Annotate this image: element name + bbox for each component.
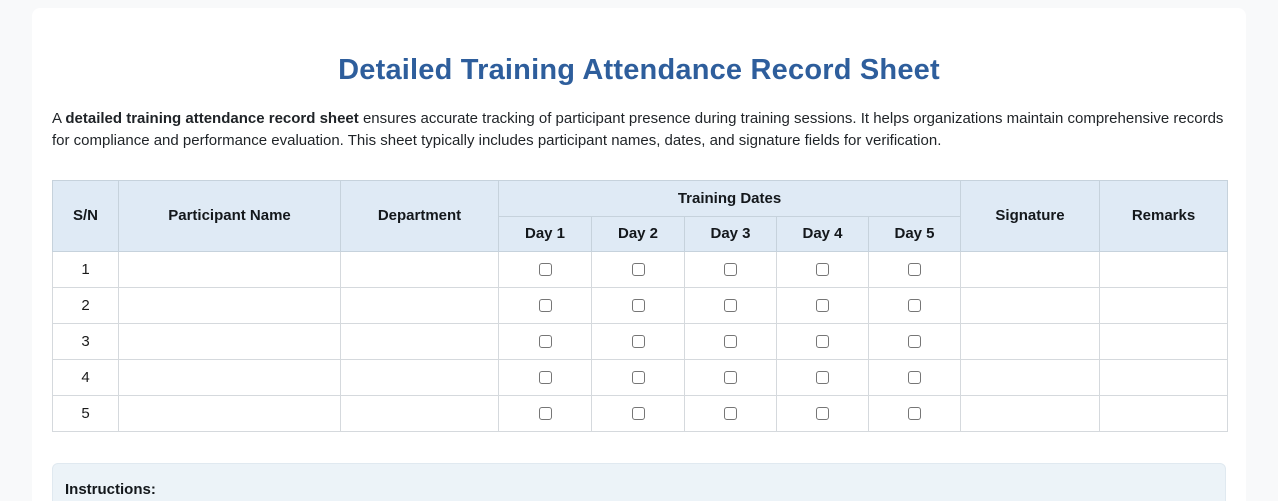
remarks-cell [1100,251,1228,287]
sn-cell: 4 [53,359,119,395]
signature-cell [961,287,1100,323]
day-cell [685,287,777,323]
day-cell [685,359,777,395]
sn-cell: 3 [53,323,119,359]
header-participant-name: Participant Name [119,180,341,251]
attendance-checkbox-r4-day4[interactable] [816,371,829,384]
intro-paragraph [52,108,1226,152]
instructions-heading: Instructions: [65,480,156,498]
page-title: Detailed Training Attendance Record Sheet [338,54,940,86]
attendance-checkbox-r4-day3[interactable] [724,371,737,384]
department-cell [341,287,499,323]
day-cell [592,251,685,287]
attendance-checkbox-r1-day4[interactable] [816,263,829,276]
day-cell [869,323,961,359]
attendance-checkbox-r5-day4[interactable] [816,407,829,420]
day-cell [499,287,592,323]
day-cell [592,323,685,359]
attendance-checkbox-r2-day3[interactable] [724,299,737,312]
participant-name-cell [119,359,341,395]
day-cell [685,251,777,287]
day-cell [592,359,685,395]
day-cell [869,251,961,287]
participant-name-cell [119,287,341,323]
remarks-cell [1100,287,1228,323]
department-cell [341,323,499,359]
department-cell [341,359,499,395]
day-cell [777,323,869,359]
instructions-panel [52,463,1226,501]
day-cell [777,395,869,431]
day-cell [592,395,685,431]
sn-cell: 2 [53,287,119,323]
day-cell [499,323,592,359]
table-row [53,359,1228,395]
header-department: Department [341,180,499,251]
department-cell [341,395,499,431]
day-cell [499,359,592,395]
signature-cell [961,251,1100,287]
day-cell [685,395,777,431]
header-day-1: Day 1 [499,216,592,251]
attendance-checkbox-r3-day5[interactable] [908,335,921,348]
table-row [53,287,1228,323]
header-day-2: Day 2 [592,216,685,251]
sn-cell: 5 [53,395,119,431]
day-cell [777,251,869,287]
attendance-table [52,180,1228,432]
attendance-checkbox-r2-day2[interactable] [632,299,645,312]
header-day-4: Day 4 [777,216,869,251]
day-cell [499,395,592,431]
day-cell [777,359,869,395]
day-cell [592,287,685,323]
attendance-checkbox-r3-day2[interactable] [632,335,645,348]
attendance-checkbox-r5-day5[interactable] [908,407,921,420]
attendance-checkbox-r1-day3[interactable] [724,263,737,276]
attendance-checkbox-r5-day3[interactable] [724,407,737,420]
day-cell [869,395,961,431]
day-cell [869,287,961,323]
attendance-checkbox-r3-day4[interactable] [816,335,829,348]
header-day-5: Day 5 [869,216,961,251]
signature-cell [961,395,1100,431]
header-day-3: Day 3 [685,216,777,251]
day-cell [685,323,777,359]
remarks-cell [1100,323,1228,359]
attendance-checkbox-r4-day1[interactable] [539,371,552,384]
department-cell [341,251,499,287]
attendance-checkbox-r5-day1[interactable] [539,407,552,420]
day-cell [499,251,592,287]
table-row [53,395,1228,431]
attendance-checkbox-r5-day2[interactable] [632,407,645,420]
intro-prefix: A [52,110,66,128]
day-cell [777,287,869,323]
signature-cell [961,323,1100,359]
signature-cell [961,359,1100,395]
attendance-checkbox-r3-day3[interactable] [724,335,737,348]
header-remarks: Remarks [1100,180,1228,251]
attendance-checkbox-r1-day2[interactable] [632,263,645,276]
attendance-checkbox-r2-day1[interactable] [539,299,552,312]
intro-rest: ensures accurate tracking of participant presence during training sessions. It helps organizations maintain comprehensive records for compliance and performance evaluation. This sheet typically includes participant names, dates, and signature fields for verification. [52,110,1224,150]
table-row [53,323,1228,359]
attendance-checkbox-r4-day2[interactable] [632,371,645,384]
header-sn: S/N [53,180,119,251]
attendance-checkbox-r2-day5[interactable] [908,299,921,312]
attendance-checkbox-r4-day5[interactable] [908,371,921,384]
remarks-cell [1100,395,1228,431]
attendance-checkbox-r1-day5[interactable] [908,263,921,276]
remarks-cell [1100,359,1228,395]
attendance-checkbox-r2-day4[interactable] [816,299,829,312]
participant-name-cell [119,251,341,287]
attendance-checkbox-r1-day1[interactable] [539,263,552,276]
attendance-checkbox-r3-day1[interactable] [539,335,552,348]
participant-name-cell [119,395,341,431]
intro-bold-phrase: detailed training attendance record sheet [65,110,359,128]
participant-name-cell [119,323,341,359]
sn-cell: 1 [53,251,119,287]
day-cell [869,359,961,395]
header-signature: Signature [961,180,1100,251]
content-card [32,8,1246,501]
header-training-dates: Training Dates [499,180,961,216]
table-row [53,251,1228,287]
